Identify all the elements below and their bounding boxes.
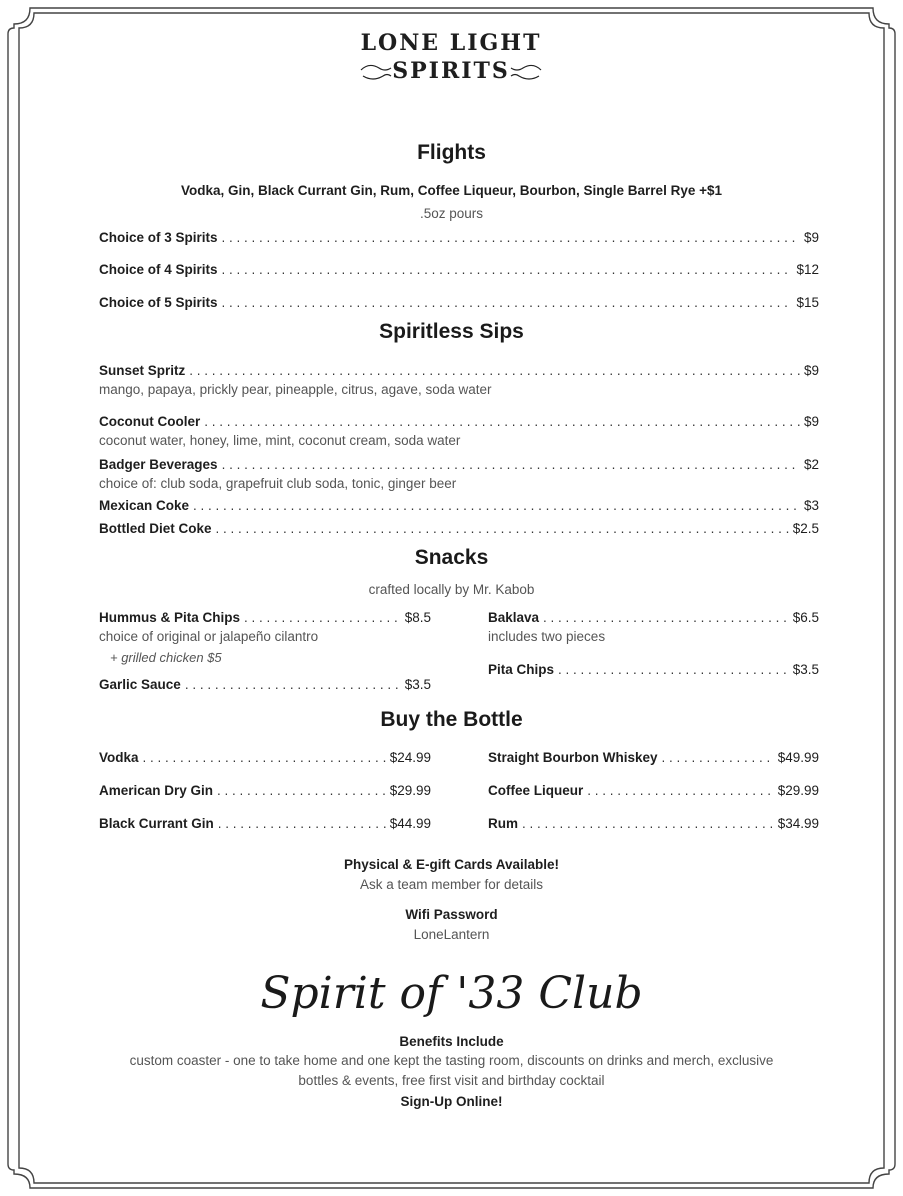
menu-item <box>99 457 819 472</box>
item-name: Choice of 4 Spirits <box>99 262 218 277</box>
item-name: Garlic Sauce <box>99 677 181 692</box>
club-benefits-title: Benefits Include <box>399 1034 504 1049</box>
item-name: Choice of 3 Spirits <box>99 230 218 245</box>
menu-item <box>99 677 431 692</box>
item-description: includes two pieces <box>488 629 606 644</box>
bottle-item <box>488 816 819 831</box>
flight-item <box>99 230 819 245</box>
item-price: $44.99 <box>389 816 431 831</box>
item-name: Vodka <box>99 750 139 765</box>
logo-line-2: SPIRITS <box>392 58 510 84</box>
item-name: Coffee Liqueur <box>488 783 584 798</box>
flight-item <box>99 295 819 310</box>
menu-item <box>99 414 819 429</box>
item-price: $3.5 <box>792 662 819 677</box>
item-description: choice of: club soda, grapefruit club soda, tonic, ginger beer <box>99 476 457 491</box>
bottle-item <box>488 750 819 765</box>
item-price: $15 <box>796 295 819 310</box>
bottles-heading: Buy the Bottle <box>380 708 523 731</box>
item-price: $9 <box>803 230 819 245</box>
item-name: Mexican Coke <box>99 498 190 513</box>
flight-item <box>99 262 819 277</box>
wifi-password: LoneLantern <box>413 927 490 942</box>
snacks-subtitle: crafted locally by Mr. Kabob <box>368 582 535 597</box>
menu-item <box>99 498 819 513</box>
bottle-item <box>99 783 431 798</box>
item-description: coconut water, honey, lime, mint, coconut cream, soda water <box>99 433 461 448</box>
item-price: $29.99 <box>777 783 819 798</box>
logo-line-1: LONE LIGHT <box>360 30 542 56</box>
item-name: Choice of 5 Spirits <box>99 295 218 310</box>
item-name: Black Currant Gin <box>99 816 214 831</box>
item-price: $34.99 <box>777 816 819 831</box>
club-benefits-line-2: bottles & events, free first visit and birthday cocktail <box>298 1073 605 1088</box>
flights-heading: Flights <box>417 141 486 164</box>
club-title: Spirit of '33 Club <box>260 968 643 1019</box>
spiritless-heading: Spiritless Sips <box>379 320 524 343</box>
item-price: $29.99 <box>389 783 431 798</box>
bottle-item <box>488 783 819 798</box>
item-description: mango, papaya, prickly pear, pineapple, citrus, agave, soda water <box>99 382 492 397</box>
item-price: $2 <box>803 457 819 472</box>
item-price: $12 <box>796 262 819 277</box>
item-name: Baklava <box>488 610 540 625</box>
flights-spirits-list: Vodka, Gin, Black Currant Gin, Rum, Coffee Liqueur, Bourbon, Single Barrel Rye +$1 <box>181 183 722 198</box>
item-name: Straight Bourbon Whiskey <box>488 750 658 765</box>
club-benefits-line-1: custom coaster - one to take home and one kept the tasting room, discounts on drinks and merch, exclusive <box>129 1053 774 1068</box>
item-name: Sunset Spritz <box>99 363 186 378</box>
item-price: $8.5 <box>404 610 431 625</box>
item-price: $3 <box>803 498 819 513</box>
item-name: American Dry Gin <box>99 783 214 798</box>
menu-item <box>488 610 819 625</box>
item-name: Hummus & Pita Chips <box>99 610 241 625</box>
item-price: $9 <box>803 414 819 429</box>
item-price: $2.5 <box>792 521 819 536</box>
item-name: Badger Beverages <box>99 457 218 472</box>
menu-item <box>488 662 819 677</box>
club-signup: Sign-Up Online! <box>400 1094 503 1109</box>
bottle-item <box>99 750 431 765</box>
brand-logo <box>351 30 551 92</box>
item-price: $3.5 <box>404 677 431 692</box>
menu-item <box>99 521 819 536</box>
item-description: choice of original or jalapeño cilantro <box>99 629 319 644</box>
item-price: $24.99 <box>389 750 431 765</box>
item-price: $9 <box>803 363 819 378</box>
item-name: Coconut Cooler <box>99 414 201 429</box>
item-price: $49.99 <box>777 750 819 765</box>
item-name: Pita Chips <box>488 662 555 677</box>
wifi-title: Wifi Password <box>405 907 498 922</box>
item-price: $6.5 <box>792 610 819 625</box>
menu-item <box>99 610 431 625</box>
giftcards-note: Ask a team member for details <box>359 877 544 892</box>
bottle-item <box>99 816 431 831</box>
giftcards-title: Physical & E-gift Cards Available! <box>343 857 560 872</box>
flights-pour-note: .5oz pours <box>419 206 484 221</box>
item-name: Bottled Diet Coke <box>99 521 212 536</box>
item-addon: + grilled chicken $5 <box>110 650 222 665</box>
menu-item <box>99 363 819 378</box>
item-name: Rum <box>488 816 518 831</box>
snacks-heading: Snacks <box>414 546 489 569</box>
